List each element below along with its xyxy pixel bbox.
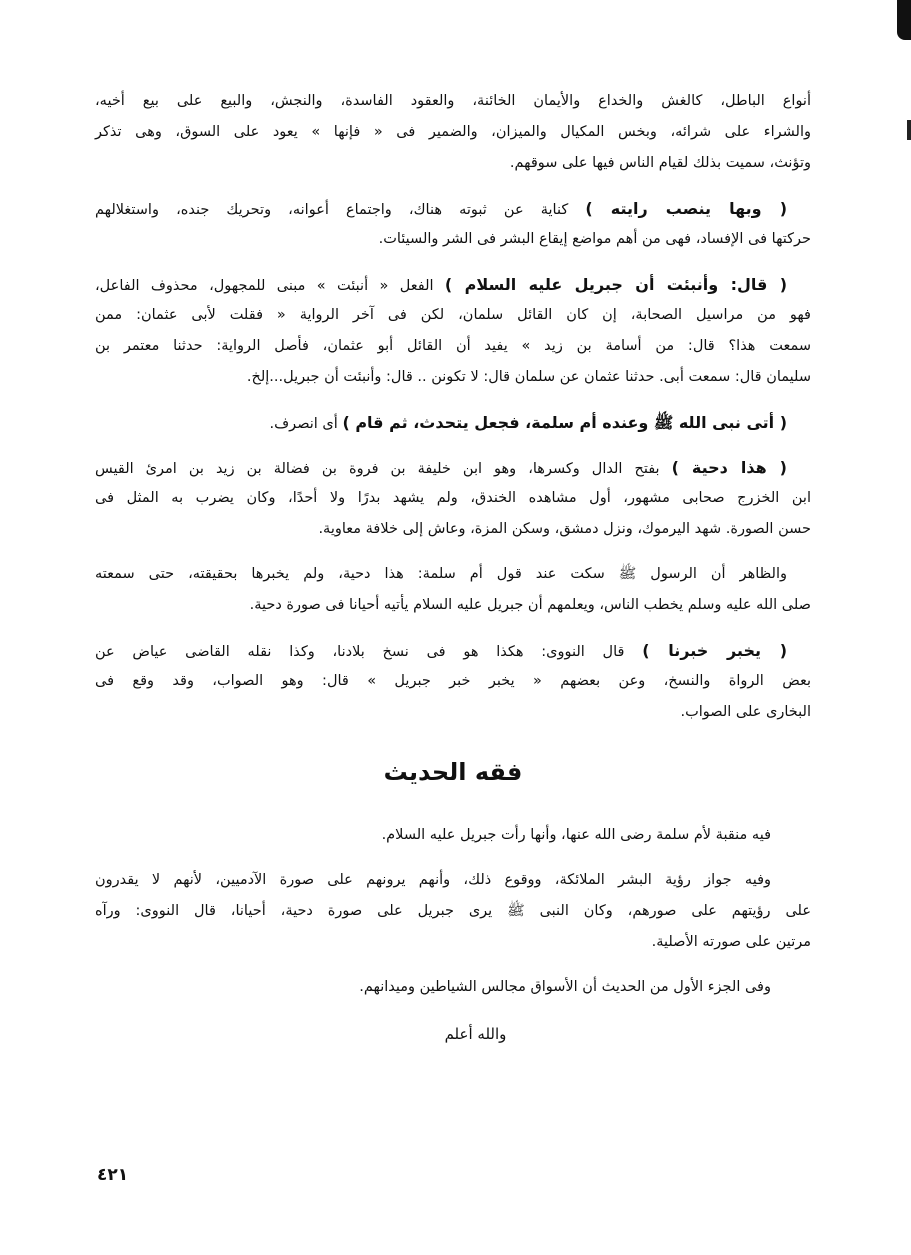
text-line <box>95 224 811 255</box>
paragraph <box>95 193 811 255</box>
bold-lead-phrase: ( وبها ينصب رايته ) <box>585 199 788 218</box>
page-body <box>95 86 811 1017</box>
page-number: ٤٢١ <box>97 1165 129 1185</box>
bold-lead-phrase: ( قال: وأنبئت أن جبريل عليه السلام ) <box>444 275 787 294</box>
line-text: ابن الخزرج صحابى مشهور، أول مشاهده الخندق، ولم يشهد بدرًا ولا أحدًا، وكان يضرب به المثل فى <box>95 490 811 506</box>
line-text: سليمان قال: سمعت أبى. حدثنا عثمان عن سلمان قال: لا تكونن .. قال: وأنبئت أن جبريل...إلخ. <box>246 369 811 385</box>
commentary-section <box>95 86 811 728</box>
line-text: وفيه جواز رؤية البشر الملائكة، ووقوع ذلك، وأنهم يرونهم على صورة الآدميين، لأنهم لا يقدرون <box>95 872 771 888</box>
text-line <box>95 362 811 393</box>
bold-lead-phrase: ( يخبر خبرنا ) <box>642 641 788 660</box>
paragraph <box>95 972 811 1003</box>
text-line <box>95 300 811 331</box>
line-text: صلى الله عليه وسلم يخطب الناس، ويعلمهم أن جبريل عليه السلام يأتيه أحيانا فى صورة دحية. <box>249 597 811 613</box>
paragraph <box>95 635 811 728</box>
bold-lead-phrase: ( أتى نبى الله ﷺ وعنده أم سلمة، فجعل يتحدث، ثم قام ) <box>342 413 787 432</box>
bold-lead-phrase: ( هذا دحية ) <box>671 458 787 477</box>
scan-artifact <box>897 0 911 40</box>
section-heading: فقه الحديث <box>383 758 523 786</box>
line-text: فيه منقبة لأم سلمة رضى الله عنها، وأنها رأت جبريل عليه السلام. <box>381 827 771 843</box>
line-text: أى انصرف. <box>269 416 343 432</box>
fiqh-section <box>95 820 811 1003</box>
text-line <box>95 86 811 117</box>
paragraph <box>95 86 811 179</box>
line-text: أنواع الباطل، كالغش والخداع والأيمان الخائنة، والعقود الفاسدة، والنجش، والبيع على بيع أخيه، <box>95 93 811 109</box>
text-line <box>95 269 811 300</box>
text-line <box>95 972 811 1003</box>
line-text: حركتها فى الإفساد، فهى من أهم مواضع إيقاع البشر فى الشر والسيئات. <box>378 231 811 247</box>
paragraph <box>95 269 811 393</box>
line-text: حسن الصورة. شهد اليرموك، ونزل دمشق، وسكن المزة، وعاش إلى خلافة معاوية. <box>318 521 811 537</box>
text-line <box>95 331 811 362</box>
paragraph <box>95 407 811 438</box>
text-line <box>95 117 811 148</box>
text-line <box>95 666 811 697</box>
text-line <box>95 865 811 896</box>
line-text: قال النووى: هكذا هو فى نسخ بلادنا، وكذا نقله القاضى عياض عن <box>95 644 643 660</box>
line-text: فهو من مراسيل الصحابة، إن كان القائل سلمان، لكن فى آخر الرواية « فقلت لأبى عثمان: ممن <box>95 307 811 323</box>
text-line <box>95 927 811 958</box>
paragraph <box>95 559 811 621</box>
text-line <box>95 407 811 438</box>
text-line <box>95 514 811 545</box>
line-text: مرتين على صورته الأصلية. <box>651 934 811 950</box>
text-line <box>95 697 811 728</box>
text-line <box>95 148 811 179</box>
line-text: وفى الجزء الأول من الحديث أن الأسواق مجالس الشياطين وميدانهم. <box>359 979 771 995</box>
scan-artifact <box>907 120 911 140</box>
paragraph <box>95 865 811 958</box>
paragraph <box>95 452 811 545</box>
text-line <box>95 635 811 666</box>
text-line <box>95 559 811 590</box>
text-line <box>95 896 811 927</box>
line-text: بعض الرواة والنسخ، وعن بعضهم « يخبر خبر جبريل » قال: وهو الصواب، وقد وقع فى <box>95 673 811 689</box>
line-text: وتؤنث، سميت بذلك لقيام الناس فيها على سوقهم. <box>509 155 811 171</box>
text-line <box>95 820 811 851</box>
text-line <box>95 452 811 483</box>
line-text: كناية عن ثبوته هناك، واجتماع أعوانه، وتحريك جنده، واستغلالهم <box>95 202 586 218</box>
line-text: على رؤيتهم على صورهم، وكان النبى ﷺ يرى جبريل على صورة دحية، أحيانا، قال النووى: ورآه <box>95 903 811 919</box>
line-text: سمعت هذا؟ قال: من أسامة بن زيد » يفيد أن القائل أبو عثمان، فأصل الرواية: حدثنا معتمر بن <box>95 338 811 354</box>
line-text: بفتح الدال وكسرها، وهو ابن خليفة بن فروة بن فضالة بن زيد بن امرئ القيس <box>95 461 672 477</box>
line-text: الفعل « أنبئت » مبنى للمجهول، محذوف الفاعل، <box>95 278 445 294</box>
text-line <box>95 590 811 621</box>
text-line <box>95 483 811 514</box>
line-text: البخارى على الصواب. <box>680 704 811 720</box>
line-text: والظاهر أن الرسول ﷺ سكت عند قول أم سلمة: هذا دحية، ولم يخبرها بحقيقته، حتى سمعته <box>95 566 787 582</box>
text-line <box>95 193 811 224</box>
closing-phrase: والله أعلم <box>444 1025 507 1043</box>
paragraph <box>95 820 811 851</box>
line-text: والشراء على شرائه، وبخس المكيال والميزان، والضمير فى « فإنها » يعود على السوق، وهى تذكر <box>95 124 811 140</box>
